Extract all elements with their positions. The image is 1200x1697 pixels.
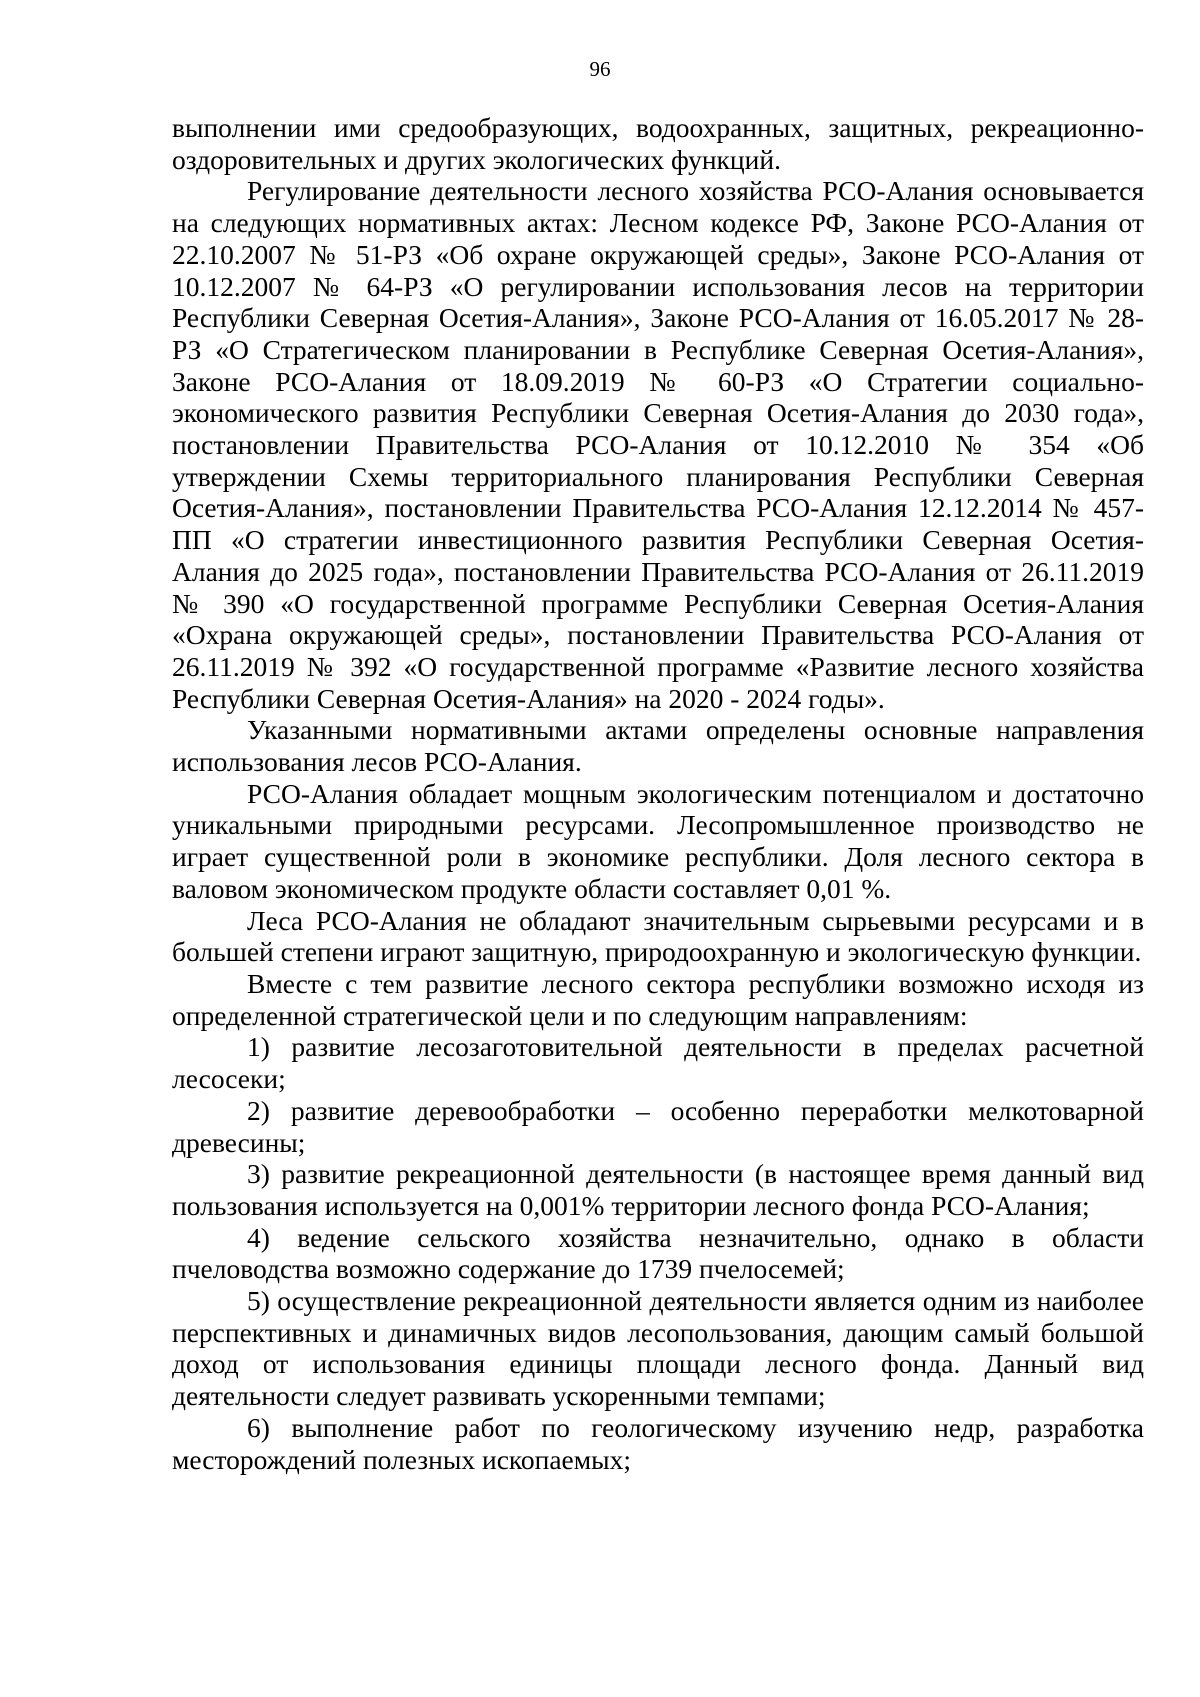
paragraph-forest-resources: Леса РСО-Алания не обладают значительным сырьевыми ресурсами и в большей степени играют защитную, природоохранную и экологическую функции. [172, 904, 1144, 968]
document-body [172, 112, 1144, 1475]
paragraph-regulation-basis: Регулирование деятельности лесного хозяйства РСО-Алания основывается на следующих нормативных актах: Лесном кодексе РФ, Законе РСО-Алания от 22.10.2007 № 51-РЗ «Об охране окружающей среды», Законе РСО-Алания от 10.12.2007 № 64-РЗ «О регулировании использования лесов на территории Республики Северная Осетия-Алания», Законе РСО-Алания от 16.05.2017 № 28-РЗ «О Стратегическом планировании в Республике Северная Осетия-Алания», Законе РСО-Алания от 18.09.2019 № 60-РЗ «О Стратегии социально-экономического развития Республики Северная Осетия-Алания до 2030 года», постановлении Правительства РСО-Алания от 10.12.2010 № 354 «Об утверждении Схемы территориального планирования Республики Северная Осетия-Алания», постановлении Правительства РСО-Алания 12.12.2014 № 457-ПП «О стратегии инвестиционного развития Республики Северная Осетия-Алания до 2025 года», постановлении Правительства РСО-Алания от 26.11.2019 № 390 «О государственной программе Республики Северная Осетия-Алания «Охрана окружающей среды», постановлении Правительства РСО-Алания от 26.11.2019 № 392 «О государственной программе «Развитие лесного хозяйства Республики Северная Осетия-Алания» на 2020 - 2024 годы». [172, 175, 1144, 714]
list-item-3: 3) развитие рекреационной деятельности (в настоящее время данный вид пользования используется на 0,001% территории лесного фонда РСО-Алания; [172, 1158, 1144, 1221]
list-item-4: 4) ведение сельского хозяйства незначительно, однако в области пчеловодства возможно содержание до 1739 пчелосемей; [172, 1221, 1144, 1285]
paragraph-continuation: выполнении ими средообразующих, водоохранных, защитных, рекреационно-оздоровительных и других экологических функций. [172, 112, 1144, 175]
paragraph-directions-defined: Указанными нормативными актами определены основные направления использования лесов РСО-Алания. [172, 714, 1144, 778]
page-number: 96 [589, 57, 611, 81]
list-item-6: 6) выполнение работ по геологическому изучению недр, разработка месторождений полезных ископаемых; [172, 1411, 1144, 1475]
paragraph-strategic-goal: Вместе с тем развитие лесного сектора республики возможно исходя из определенной стратегической цели и по следующим направлениям: [172, 967, 1144, 1031]
paragraph-ecological-potential: РСО-Алания обладает мощным экологическим потенциалом и достаточно уникальными природными ресурсами. Лесопромышленное производство не играет существенной роли в экономике республики. Доля лесного сектора в валовом экономическом продукте области составляет 0,01 %. [172, 777, 1144, 904]
list-item-2: 2) развитие деревообработки – особенно переработки мелкотоварной древесины; [172, 1094, 1144, 1158]
list-item-5: 5) осуществление рекреационной деятельности является одним из наиболее перспективных и динамичных видов лесопользования, дающим самый большой доход от использования единицы площади лесного фонда. Данный вид деятельности следует развивать ускоренными темпами; [172, 1285, 1144, 1412]
list-item-1: 1) развитие лесозаготовительной деятельности в пределах расчетной лесосеки; [172, 1031, 1144, 1095]
